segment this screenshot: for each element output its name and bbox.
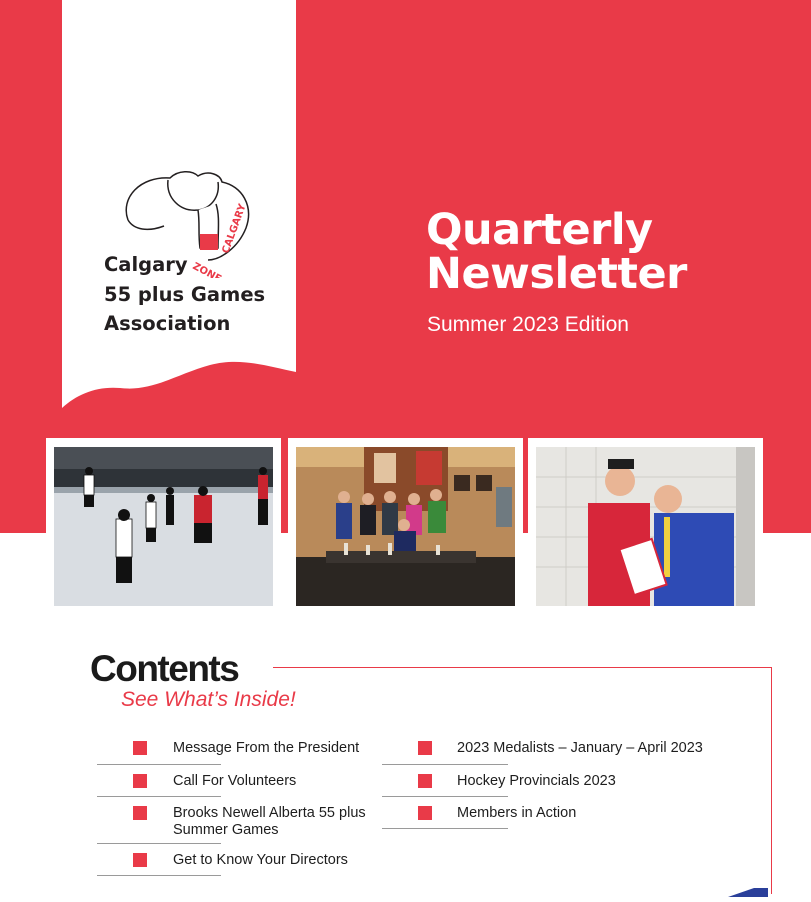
contents-subheading: See What’s Inside! [121,688,296,711]
toc-item[interactable] [382,765,616,797]
newsletter-title [426,205,687,299]
toc-item-label: Message From the President [173,740,360,756]
red-square-bullet-icon [133,741,147,755]
toc-item[interactable] [382,797,577,829]
red-square-bullet-icon [418,774,432,788]
toc-item-label: Get to Know Your Directors [173,852,348,868]
title-line1: Quarterly [426,205,653,255]
toc-item-label: Call For Volunteers [173,773,297,789]
toc-item-label: 2023 Medalists – January – April 2023 [457,740,703,756]
org-name-line1: Calgary [104,253,188,276]
toc-item[interactable] [97,797,366,844]
organization-name [104,250,265,339]
org-name-line3: Association [104,312,231,335]
award-certificate-photo [528,438,763,614]
toc-item-label: Members in Action [457,805,577,821]
contents-right-column [382,732,703,829]
red-square-bullet-icon [418,741,432,755]
toc-item[interactable] [97,732,360,765]
toc-item-label: Brooks Newell Alberta 55 plus Summer Games [173,805,366,838]
toc-item-label: Hockey Provincials 2023 [457,773,616,789]
contents-heading: Contents [90,648,239,689]
red-square-bullet-icon [133,853,147,867]
hockey-game-photo [46,438,281,614]
logo-calgary-text: CALGARY [220,202,249,256]
edition-subtitle: Summer 2023 Edition [427,313,629,336]
contents-left-column [97,732,366,876]
corner-decoration [728,884,768,893]
logo-zone-text: ZONE 3 [190,260,233,278]
title-line2: Newsletter [426,249,687,299]
red-square-bullet-icon [418,806,432,820]
red-square-bullet-icon [133,806,147,820]
group-dinner-photo [288,438,523,614]
toc-item[interactable] [382,732,703,765]
org-name-line2: 55 plus Games [104,282,266,306]
toc-item[interactable] [97,844,348,876]
toc-item[interactable] [97,765,297,797]
red-square-bullet-icon [133,774,147,788]
